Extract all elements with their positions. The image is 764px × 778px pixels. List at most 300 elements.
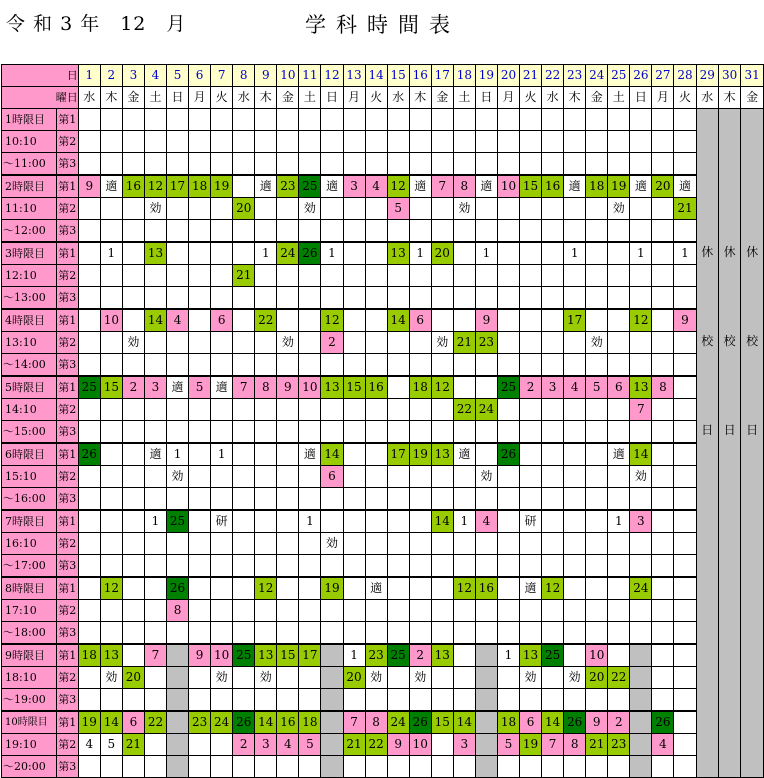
day-number: 5 [167,65,189,87]
schedule-cell [475,488,497,511]
timetable-row [2,555,764,578]
schedule-cell [365,510,387,533]
schedule-cell [475,600,497,622]
schedule-cell [211,533,233,555]
period-label: 3時限目 [2,242,57,265]
schedule-cell [299,109,321,131]
weekday: 金 [431,87,453,109]
schedule-cell [608,399,630,421]
schedule-cell [387,265,409,287]
schedule-cell [409,577,431,600]
schedule-cell [365,354,387,377]
schedule-cell [387,488,409,511]
schedule-cell [387,533,409,555]
schedule-cell [144,109,166,131]
period-label: 9時限目 [2,644,57,667]
schedule-cell: 17 [387,443,409,466]
schedule-cell [321,109,343,131]
period-end-time: ～18:00 [2,622,57,645]
weekday: 月 [497,87,519,109]
weekday: 金 [277,87,299,109]
weekday: 木 [100,87,122,109]
schedule-cell [122,287,144,310]
weekday: 火 [211,87,233,109]
schedule-cell [100,421,122,444]
schedule-cell: 12 [144,175,166,198]
schedule-cell [520,421,542,444]
schedule-cell: 10 [100,309,122,332]
schedule-cell [652,644,674,667]
schedule-cell [299,354,321,377]
schedule-cell [122,242,144,265]
schedule-cell [78,242,100,265]
schedule-cell [343,756,365,778]
schedule-cell [277,555,299,578]
period-end-time: ～15:00 [2,421,57,444]
schedule-cell [630,354,652,377]
schedule-cell: 26 [497,443,519,466]
schedule-cell [78,689,100,712]
holiday-text: 休 [723,245,736,260]
schedule-cell [299,689,321,712]
schedule-cell [343,443,365,466]
schedule-cell [409,510,431,533]
schedule-cell: 26 [652,711,674,734]
schedule-cell [189,153,211,176]
schedule-cell [387,287,409,310]
schedule-cell [409,265,431,287]
schedule-cell [409,533,431,555]
schedule-cell [431,533,453,555]
schedule-cell [630,287,652,310]
schedule-cell [520,399,542,421]
schedule-cell [564,510,586,533]
schedule-cell [144,555,166,578]
schedule-cell [255,466,277,488]
schedule-cell: 21 [453,332,475,354]
schedule-cell [586,600,608,622]
day-number: 23 [564,65,586,87]
schedule-cell [78,287,100,310]
schedule-cell: 18 [586,175,608,198]
schedule-cell [211,265,233,287]
schedule-cell [453,376,475,399]
schedule-cell [652,309,674,332]
schedule-cell [409,421,431,444]
schedule-cell [542,667,564,689]
schedule-cell [608,622,630,645]
schedule-cell [431,488,453,511]
schedule-cell: 適 [674,175,696,198]
day-number: 31 [741,65,764,87]
schedule-cell: 6 [608,376,630,399]
schedule-cell [475,376,497,399]
schedule-cell [409,354,431,377]
schedule-cell: 研 [520,510,542,533]
schedule-cell [564,577,586,600]
schedule-cell [100,756,122,778]
timetable-row [2,533,764,555]
timetable-row [2,689,764,712]
sub-period-label: 第2 [56,734,78,756]
timetable-row [2,287,764,310]
schedule-cell [497,220,519,243]
schedule-cell [321,488,343,511]
schedule-cell [167,354,189,377]
schedule-cell [343,600,365,622]
day-number: 12 [321,65,343,87]
schedule-cell: 1 [453,510,475,533]
schedule-cell [475,220,497,243]
schedule-cell [343,689,365,712]
schedule-cell [100,332,122,354]
sub-period-label: 第3 [56,421,78,444]
schedule-cell [497,510,519,533]
schedule-cell [674,510,696,533]
schedule-cell: 21 [233,265,255,287]
schedule-cell [431,577,453,600]
timetable-row [2,309,764,332]
schedule-cell [277,131,299,153]
schedule-cell [233,175,255,198]
sub-period-label: 第1 [56,577,78,600]
schedule-cell [255,555,277,578]
schedule-cell [497,399,519,421]
schedule-cell [144,600,166,622]
schedule-cell: 25 [233,644,255,667]
schedule-cell: 22 [608,667,630,689]
schedule-cell [453,533,475,555]
schedule-cell [564,622,586,645]
schedule-cell [674,443,696,466]
schedule-cell [586,510,608,533]
schedule-cell [431,466,453,488]
schedule-cell: 19 [520,734,542,756]
schedule-cell [608,756,630,778]
schedule-cell [542,265,564,287]
sub-period-label: 第1 [56,109,78,131]
schedule-cell [453,242,475,265]
schedule-cell [365,756,387,778]
schedule-cell [167,555,189,578]
schedule-cell [277,533,299,555]
schedule-cell: 25 [542,644,564,667]
sub-period-label: 第3 [56,488,78,511]
schedule-cell [78,488,100,511]
schedule-cell [520,354,542,377]
schedule-cell [255,488,277,511]
schedule-cell [630,131,652,153]
schedule-cell: 14 [453,711,475,734]
schedule-cell: 効 [630,466,652,488]
schedule-cell: 効 [431,332,453,354]
schedule-cell [233,622,255,645]
schedule-cell: 26 [564,711,586,734]
schedule-cell [674,644,696,667]
page-title: 学科時間表 [305,13,460,37]
schedule-cell: 8 [365,711,387,734]
schedule-cell: 4 [277,734,299,756]
schedule-cell: 14 [630,443,652,466]
schedule-cell: 9 [78,175,100,198]
sub-period-label: 第3 [56,287,78,310]
schedule-cell [475,667,497,689]
schedule-cell: 26 [409,711,431,734]
weekday: 木 [718,87,740,109]
schedule-cell [453,309,475,332]
schedule-cell: 26 [233,711,255,734]
weekday: 火 [674,87,696,109]
schedule-cell [586,153,608,176]
schedule-cell [431,622,453,645]
schedule-cell [387,220,409,243]
schedule-cell [167,242,189,265]
schedule-cell [365,242,387,265]
schedule-cell [100,555,122,578]
schedule-cell [652,399,674,421]
schedule-cell [564,756,586,778]
schedule-cell: 14 [100,711,122,734]
schedule-cell [343,510,365,533]
day-number: 21 [520,65,542,87]
schedule-cell [277,220,299,243]
schedule-cell [167,220,189,243]
schedule-cell [564,153,586,176]
schedule-cell [343,488,365,511]
schedule-cell [211,131,233,153]
sub-period-label: 第2 [56,131,78,153]
schedule-cell [122,265,144,287]
schedule-cell [299,488,321,511]
schedule-cell: 16 [277,711,299,734]
schedule-cell [542,332,564,354]
sub-period-label: 第1 [56,175,78,198]
period-end-time: ～16:00 [2,488,57,511]
schedule-cell: 1 [475,242,497,265]
schedule-cell [167,667,189,689]
schedule-cell: 研 [211,510,233,533]
schedule-cell [277,309,299,332]
schedule-cell [630,198,652,220]
schedule-cell [78,466,100,488]
schedule-cell [277,109,299,131]
schedule-cell [211,488,233,511]
schedule-cell [564,220,586,243]
schedule-cell: 効 [475,466,497,488]
schedule-cell [365,265,387,287]
schedule-cell [564,131,586,153]
period-end-time: ～17:00 [2,555,57,578]
schedule-cell [586,689,608,712]
schedule-cell [475,711,497,734]
period-label: 10時限目 [2,711,57,734]
schedule-cell [321,734,343,756]
schedule-cell [409,198,431,220]
schedule-cell [520,488,542,511]
schedule-cell [431,667,453,689]
schedule-cell [409,756,431,778]
schedule-cell [608,644,630,667]
schedule-cell [497,131,519,153]
schedule-cell [564,689,586,712]
schedule-cell: 2 [409,644,431,667]
schedule-cell [122,488,144,511]
schedule-cell: 7 [233,376,255,399]
sub-period-label: 第3 [56,220,78,243]
header-day-row [2,65,764,87]
schedule-cell [520,242,542,265]
schedule-cell [78,667,100,689]
schedule-cell [431,153,453,176]
holiday-text: 休 [701,245,714,260]
schedule-cell [542,488,564,511]
schedule-cell: 26 [78,443,100,466]
schedule-cell: 7 [144,644,166,667]
schedule-cell [431,354,453,377]
day-number: 8 [233,65,255,87]
schedule-cell: 25 [387,644,409,667]
schedule-cell [343,332,365,354]
schedule-cell [144,131,166,153]
schedule-cell [409,220,431,243]
schedule-cell: 8 [167,600,189,622]
weekday: 水 [387,87,409,109]
schedule-cell [586,577,608,600]
schedule-cell [520,443,542,466]
schedule-cell [233,399,255,421]
schedule-cell: 1 [299,510,321,533]
schedule-cell [453,488,475,511]
schedule-cell [255,153,277,176]
schedule-cell [122,220,144,243]
schedule-cell [520,332,542,354]
schedule-cell [189,443,211,466]
schedule-cell: 7 [431,175,453,198]
weekday: 日 [321,87,343,109]
schedule-cell [189,466,211,488]
schedule-cell: 3 [343,175,365,198]
timetable-row [2,734,764,756]
schedule-cell [542,466,564,488]
schedule-cell [674,332,696,354]
schedule-cell: 5 [299,734,321,756]
schedule-cell: 14 [387,309,409,332]
weekday: 日 [630,87,652,109]
schedule-cell: 8 [652,376,674,399]
schedule-cell [674,622,696,645]
schedule-cell [409,332,431,354]
schedule-cell: 15 [431,711,453,734]
schedule-cell: 効 [409,667,431,689]
schedule-cell [475,689,497,712]
schedule-cell [630,711,652,734]
schedule-cell [167,734,189,756]
schedule-cell [564,332,586,354]
schedule-cell [167,644,189,667]
schedule-cell: 10 [409,734,431,756]
schedule-cell: 18 [299,711,321,734]
period-label: 1時限目 [2,109,57,131]
schedule-cell [497,309,519,332]
schedule-cell: 21 [674,198,696,220]
holiday-text: 日 [723,422,736,437]
schedule-cell: 3 [542,376,564,399]
weekday: 火 [365,87,387,109]
schedule-cell [497,287,519,310]
period-start-time: 12:10 [2,265,57,287]
schedule-cell [365,198,387,220]
schedule-cell: 適 [167,376,189,399]
schedule-cell [542,287,564,310]
period-start-time: 14:10 [2,399,57,421]
day-number: 13 [343,65,365,87]
schedule-cell [299,555,321,578]
schedule-cell: 16 [365,376,387,399]
page-title-date: 令 和 3 年 12 月 [6,13,187,35]
schedule-cell: 効 [100,667,122,689]
schedule-cell [542,399,564,421]
schedule-cell [497,488,519,511]
schedule-cell [100,287,122,310]
weekday: 水 [542,87,564,109]
schedule-cell [189,309,211,332]
schedule-cell [233,220,255,243]
schedule-cell [277,153,299,176]
schedule-cell [608,488,630,511]
schedule-cell [122,131,144,153]
schedule-cell: 15 [277,644,299,667]
schedule-cell [100,109,122,131]
schedule-cell [321,555,343,578]
schedule-cell [277,577,299,600]
schedule-cell: 19 [321,577,343,600]
schedule-cell [211,466,233,488]
schedule-cell: 8 [255,376,277,399]
schedule-cell [100,354,122,377]
schedule-cell: 15 [100,376,122,399]
schedule-cell: 16 [475,577,497,600]
schedule-cell [277,488,299,511]
timetable-row [2,376,764,399]
weekday: 水 [696,87,718,109]
schedule-cell [453,555,475,578]
schedule-cell [233,287,255,310]
schedule-cell [409,689,431,712]
schedule-cell [520,533,542,555]
schedule-cell: 18 [189,175,211,198]
schedule-cell [299,265,321,287]
schedule-cell [343,622,365,645]
schedule-cell: 22 [453,399,475,421]
schedule-cell [365,466,387,488]
schedule-cell: 1 [674,242,696,265]
schedule-cell [299,131,321,153]
schedule-cell [321,287,343,310]
schedule-cell: 1 [630,242,652,265]
schedule-cell [475,153,497,176]
schedule-cell [100,488,122,511]
schedule-cell [144,488,166,511]
schedule-cell [321,667,343,689]
sub-period-label: 第2 [56,533,78,555]
schedule-cell [78,153,100,176]
day-number: 29 [696,65,718,87]
schedule-cell: 21 [122,734,144,756]
schedule-cell [497,533,519,555]
weekday: 木 [564,87,586,109]
day-number: 11 [299,65,321,87]
schedule-cell [497,153,519,176]
